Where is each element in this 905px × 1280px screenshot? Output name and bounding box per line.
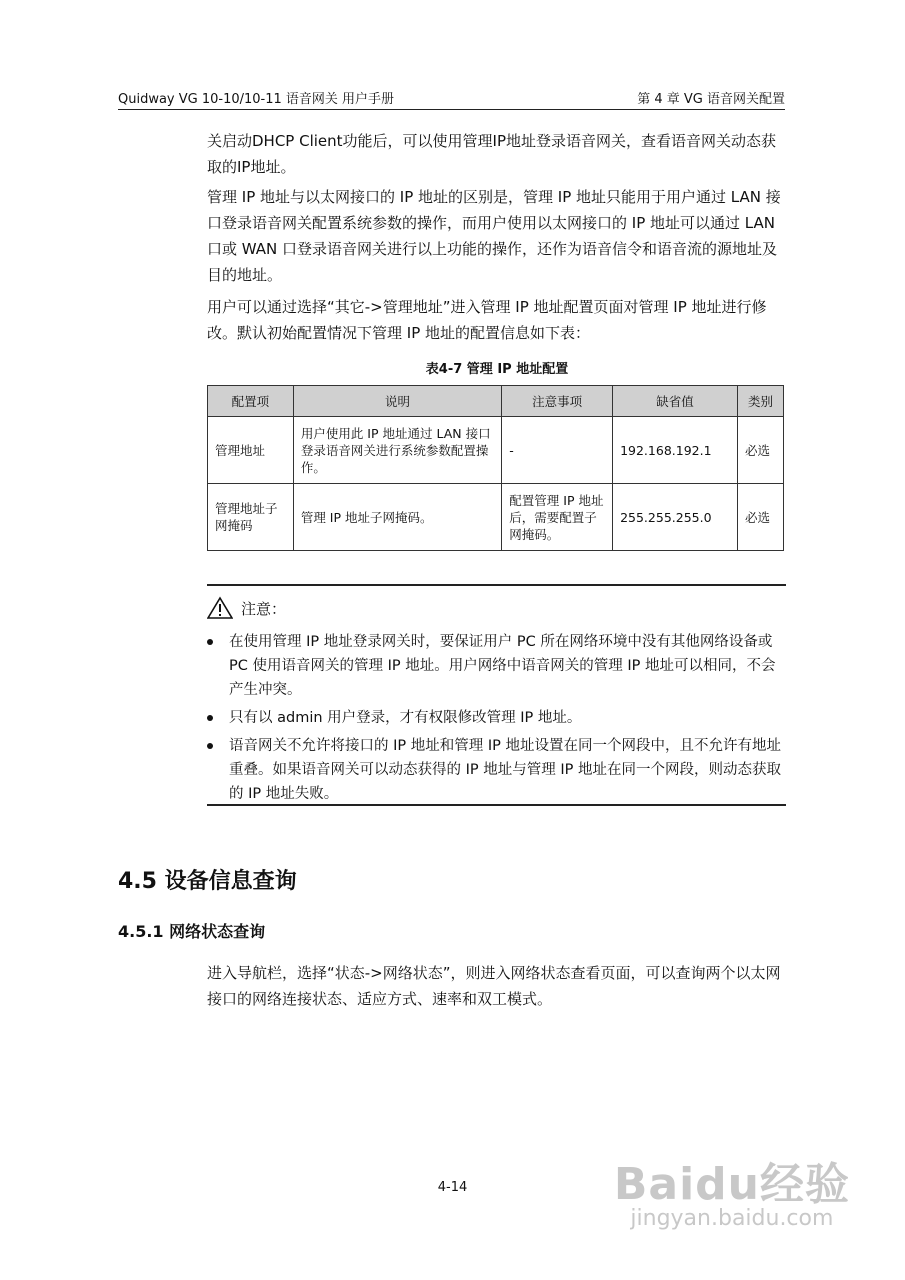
section-body: 进入导航栏，选择“状态->网络状态”，则进入网络状态查看页面，可以查询两个以太网接口的网络连接状态、适应方式、速率和双工模式。 <box>207 964 781 1008</box>
table-cell: 管理 IP 地址子网掩码。 <box>293 484 501 551</box>
table-header-cell: 缺省值 <box>613 386 738 417</box>
watermark-url: jingyan.baidu.com <box>630 1206 834 1231</box>
header-left: Quidway VG 10-10/10-11 语音网关 用户手册 <box>118 92 395 107</box>
paragraph-2: 管理 IP 地址与以太网接口的 IP 地址的区别是，管理 IP 地址只能用于用户通过 LAN 接口登录语音网关配置系统参数的操作，而用户使用以太网接口的 IP 地址可以通过 LAN 口或 WAN 口登录语音网关进行以上功能的操作，还作为语音信令和语音流的源地址及目的地址。 <box>207 188 781 284</box>
list-item <box>207 630 787 702</box>
table-row <box>208 417 784 484</box>
table-header-cell: 类别 <box>738 386 784 417</box>
note-item-text: 在使用管理 IP 地址登录网关时，要保证用户 PC 所在网络环境中没有其他网络设备或 PC 使用语音网关的管理 IP 地址。用户网络中语音网关的管理 IP 地址可以相同，不会产生冲突。 <box>229 634 776 698</box>
page-number: 4-14 <box>437 1180 468 1195</box>
watermark <box>614 1148 850 1231</box>
table-caption: 表4-7 管理 IP 地址配置 <box>425 362 569 377</box>
table-cell: 必选 <box>738 417 784 484</box>
note-list <box>207 630 787 810</box>
header-right: 第 4 章 VG 语音网关配置 <box>637 92 785 107</box>
table-cell: 管理地址 <box>208 417 294 484</box>
table-cell: 管理地址子网掩码 <box>208 484 294 551</box>
table-cell: 用户使用此 IP 地址通过 LAN 接口登录语音网关进行系统参数配置操作。 <box>293 417 501 484</box>
bullet-icon <box>207 639 213 645</box>
table-header-cell: 注意事项 <box>502 386 613 417</box>
note-bottom-rule <box>207 804 786 806</box>
note-item-text: 只有以 admin 用户登录，才有权限修改管理 IP 地址。 <box>229 710 582 726</box>
table-cell: 192.168.192.1 <box>613 417 738 484</box>
config-table <box>207 385 784 551</box>
table-cell: 必选 <box>738 484 784 551</box>
table-header-cell: 说明 <box>293 386 501 417</box>
note-top-rule <box>207 584 786 586</box>
paragraph-1: 关启动DHCP Client功能后，可以使用管理IP地址登录语音网关，查看语音网关动态获取的IP地址。 <box>207 132 777 176</box>
watermark-logo: Baidu经验 <box>613 1159 850 1210</box>
table-header-cell: 配置项 <box>208 386 294 417</box>
note-title <box>207 596 286 620</box>
bullet-icon <box>207 715 213 721</box>
section-heading: 4.5 设备信息查询 <box>118 869 297 894</box>
warning-icon <box>207 596 233 620</box>
paragraph-3: 用户可以通过选择“其它->管理地址”进入管理 IP 地址配置页面对管理 IP 地址进行修改。默认初始配置情况下管理 IP 地址的配置信息如下表： <box>207 298 767 342</box>
table-header-row <box>208 386 784 417</box>
subsection-heading: 4.5.1 网络状态查询 <box>118 922 266 941</box>
table-cell: - <box>502 417 613 484</box>
table-cell: 255.255.255.0 <box>613 484 738 551</box>
header-divider <box>118 109 785 110</box>
note-item-text: 语音网关不允许将接口的 IP 地址和管理 IP 地址设置在同一个网段中，且不允许有地址重叠。如果语音网关可以动态获得的 IP 地址与管理 IP 地址在同一个网段，则动态获取的 IP 地址失败。 <box>229 738 781 802</box>
table-cell: 配置管理 IP 地址后，需要配置子网掩码。 <box>502 484 613 551</box>
bullet-icon <box>207 743 213 749</box>
table-row <box>208 484 784 551</box>
note-title-text: 注意： <box>241 599 287 618</box>
list-item <box>207 706 787 730</box>
list-item <box>207 734 787 806</box>
